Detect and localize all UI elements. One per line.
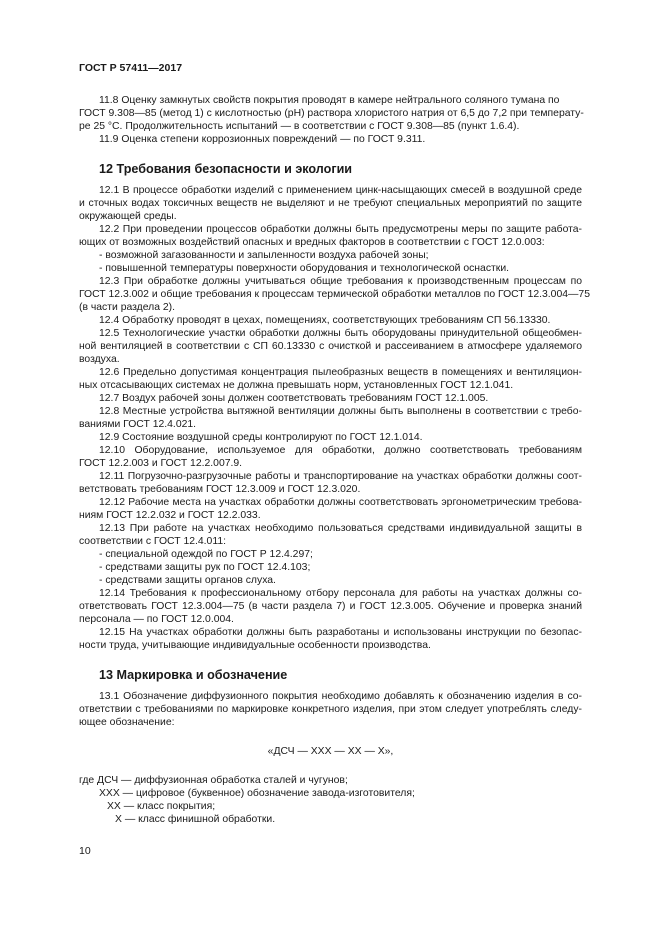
paragraph-line: ГОСТ 12.3.002 и общие требования к процессам термической обработки металлов по ГОСТ 12.3.004—75: [79, 289, 590, 300]
legend-item: XX — класс покрытия;: [107, 801, 216, 812]
paragraph-line: окружающей среды.: [79, 211, 177, 222]
paragraph-line: ности труда, учитывающие индивидуальные особенности производства.: [79, 640, 431, 651]
paragraph-line: 12.6 Предельно допустимая концентрация пылеобразных веществ в помещениях и вентиляцион-: [99, 367, 582, 378]
paragraph-line: 12.1 В процессе обработки изделий с применением цинк-насыщающих смесей в воздушной среде: [99, 185, 582, 196]
paragraph-line: ГОСТ 12.2.003 и ГОСТ 12.2.007.9.: [79, 458, 243, 469]
designation-formula: «ДСЧ — XXX — XX — X»,: [267, 746, 394, 757]
paragraph-line: ной вентиляцией в соответствии с СП 60.13330 с очисткой и рассеиванием в атмосфере удаляемого: [79, 341, 582, 352]
section-13-title: 13 Маркировка и обозначение: [99, 668, 288, 682]
paragraph-line: 12.15 На участках обработки должны быть разработаны и использованы инструкции по безопас-: [99, 627, 582, 638]
paragraph-line: и сточных водах токсичных веществ не выделяют и не требуют специальных мероприятий по защите: [79, 198, 582, 209]
paragraph-line: ветствовать требованиям ГОСТ 12.3.009 и ГОСТ 12.3.020.: [79, 484, 361, 495]
paragraph-line: 11.8 Оценку замкнутых свойств покрытия проводят в камере нейтрального соляного тумана по: [99, 95, 560, 106]
paragraph-line: ответствии с требованиями по маркировке конкретного изделия, при этом следует употреблять следу-: [79, 704, 582, 715]
paragraph-line: ответствовать ГОСТ 12.3.004—75 (в части раздела 7) и ГОСТ 12.3.005. Обучение и проверка знаний: [79, 601, 582, 612]
paragraph-line: 12.12 Рабочие места на участках обработки должны соответствовать эргонометрическим требова-: [99, 497, 582, 508]
document-header: ГОСТ Р 57411—2017: [79, 62, 183, 74]
paragraph-line: 12.11 Погрузочно-разгрузочные работы и транспортирование на участках обработки должны соот-: [99, 471, 582, 482]
section-12-title: 12 Требования безопасности и экологии: [99, 162, 353, 176]
paragraph-line: ниям ГОСТ 12.2.032 и ГОСТ 12.2.033.: [79, 510, 261, 521]
paragraph-line: ре 25 °С. Продолжительность испытаний — в соответствии с ГОСТ 9.308—85 (пункт 1.6.4).: [79, 121, 520, 132]
page-number: 10: [79, 845, 91, 857]
legend-item: X — класс финишной обработки.: [115, 814, 276, 825]
legend-item: где ДСЧ — диффузионная обработка сталей и чугунов;: [79, 775, 348, 786]
paragraph-line: ющее обозначение:: [79, 717, 175, 728]
paragraph-line: ГОСТ 9.308—85 (метод 1) с кислотностью (pH) раствора хлористого натрия от 6,5 до 7,2 при температу-: [79, 108, 584, 119]
paragraph-line: 12.10 Оборудование, используемое для обработки, должно соответствовать требованиям: [99, 445, 582, 456]
paragraph-line: 12.8 Местные устройства вытяжной вентиляции должны быть выполнены в соответствии с требо-: [99, 406, 582, 417]
list-item: - средствами защиты рук по ГОСТ 12.4.103;: [99, 562, 311, 573]
paragraph-line: 12.9 Состояние воздушной среды контролируют по ГОСТ 12.1.014.: [99, 432, 423, 443]
paragraph-line: 12.5 Технологические участки обработки должны быть оборудованы принудительной общеобмен-: [99, 328, 582, 339]
paragraph-line: 12.13 При работе на участках необходимо пользоваться средствами индивидуальной защиты в: [99, 523, 582, 534]
paragraph-line: персонала — по ГОСТ 12.0.004.: [79, 614, 234, 625]
paragraph-line: 11.9 Оценка степени коррозионных повреждений — по ГОСТ 9.311.: [99, 134, 426, 145]
paragraph-line: ваниями ГОСТ 12.4.021.: [79, 419, 197, 430]
list-item: - средствами защиты органов слуха.: [99, 575, 276, 586]
paragraph-line: 12.4 Обработку проводят в цехах, помещениях, соответствующих требованиям СП 56.13330.: [99, 315, 551, 326]
list-item: - возможной загазованности и запыленности воздуха рабочей зоны;: [99, 250, 429, 261]
paragraph-line: (в части раздела 2).: [79, 302, 176, 313]
paragraph-line: 13.1 Обозначение диффузионного покрытия необходимо добавлять к обозначению изделия в со-: [99, 691, 582, 702]
list-item: - повышенной температуры поверхности оборудования и технологической оснастки.: [99, 263, 510, 274]
paragraph-line: воздуха.: [79, 354, 120, 365]
paragraph-line: 12.14 Требования к профессиональному отбору персонала для работы на участках должны со-: [99, 588, 582, 599]
paragraph-line: 12.3 При обработке должны учитываться общие требования к производственным процессам по: [99, 276, 582, 287]
paragraph-line: ных отсасывающих системах не должна превышать норм, установленных ГОСТ 12.1.041.: [79, 380, 514, 391]
paragraph-line: 12.7 Воздух рабочей зоны должен соответствовать требованиям ГОСТ 12.1.005.: [99, 393, 489, 404]
list-item: - специальной одеждой по ГОСТ Р 12.4.297;: [99, 549, 313, 560]
paragraph-line: соответствии с ГОСТ 12.4.011:: [79, 536, 227, 547]
paragraph-line: 12.2 При проведении процессов обработки должны быть предусмотрены меры по защите работа-: [99, 224, 582, 235]
paragraph-line: ющих от возможных воздействий опасных и вредных факторов в соответствии с ГОСТ 12.0.003:: [79, 237, 545, 248]
legend-item: XXX — цифровое (буквенное) обозначение завода-изготовителя;: [99, 788, 415, 799]
